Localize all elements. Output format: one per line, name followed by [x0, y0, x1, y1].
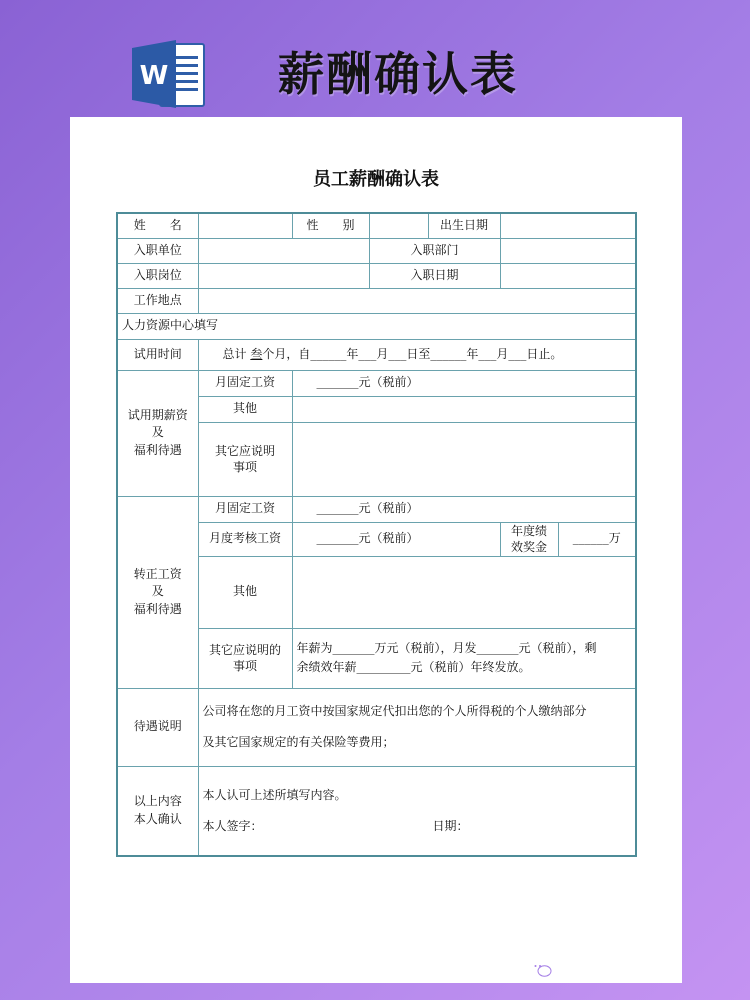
regular-salary-label-line3: 福利待遇: [133, 601, 182, 616]
regular-fixed-value[interactable]: _______元（税前）: [292, 496, 636, 522]
treatment-label: 待遇说明: [117, 688, 198, 766]
regular-salary-label-line1: 转正工资: [133, 566, 182, 581]
regular-notes-field[interactable]: [292, 628, 636, 688]
table-row: [117, 288, 636, 313]
probation-salary-label-line3: 福利待遇: [133, 442, 182, 457]
table-row: [117, 263, 636, 288]
probation-time-field[interactable]: [198, 339, 636, 370]
table-row: [117, 496, 636, 522]
unit-field[interactable]: [198, 238, 369, 263]
location-field[interactable]: [198, 288, 636, 313]
table-row: [117, 766, 636, 856]
post-label: 入职岗位: [117, 263, 198, 288]
probation-total-text: 总计: [222, 346, 247, 361]
table-row: [117, 370, 636, 396]
dept-label: 入职部门: [369, 238, 500, 263]
gender-field[interactable]: [369, 213, 428, 238]
probation-notes-label-line1: 其它应说明: [214, 443, 275, 458]
word-logo-icon: [130, 38, 210, 110]
signature-label: 本人签字：: [202, 818, 263, 833]
regular-notes-line2: 余绩效年薪_________元（税前）年终发放。: [296, 660, 531, 674]
post-field[interactable]: [198, 263, 369, 288]
document-title: 员工薪酬确认表: [313, 169, 439, 190]
probation-other-field[interactable]: [292, 396, 636, 422]
gender-label: 性 别: [292, 213, 369, 238]
regular-salary-label: [117, 496, 198, 688]
birth-label: 出生日期: [428, 213, 500, 238]
word-logo-letter: W: [139, 61, 169, 91]
document-page: [70, 117, 682, 983]
entry-date-label: 入职日期: [369, 263, 500, 288]
probation-other-label: 其他: [198, 396, 292, 422]
birth-field[interactable]: [500, 213, 636, 238]
confirm-field[interactable]: [198, 766, 636, 856]
regular-notes-label-line2: 事项: [232, 659, 257, 673]
table-row: [117, 339, 636, 370]
probation-fixed-label: 月固定工资: [198, 370, 292, 396]
regular-other-label: 其他: [198, 556, 292, 628]
signature-row: [203, 811, 632, 842]
probation-notes-label-line2: 事项: [232, 460, 257, 474]
table-row: [117, 238, 636, 263]
entry-date-field[interactable]: [500, 263, 636, 288]
regular-other-field[interactable]: [292, 556, 636, 628]
hr-section-heading: 人力资源中心填写: [117, 313, 636, 339]
probation-period-text: 个月，自______年___月___日至______年___月___日止。: [262, 346, 563, 361]
treatment-line1: 公司将在您的月工资中按国家规定代扣出您的个人所得税的个人缴纳部分: [202, 703, 587, 718]
salary-form-table: [116, 212, 637, 857]
confirm-label-line2: 本人确认: [133, 811, 182, 826]
probation-notes-label: [198, 422, 292, 496]
regular-assess-label: 月度考核工资: [198, 522, 292, 556]
annual-bonus-label: [500, 522, 558, 556]
watermark: [530, 958, 677, 979]
signature-date-label: 日期：: [432, 818, 469, 833]
banner-title: 薪酬确认表: [278, 47, 518, 101]
regular-notes-label-line1: 其它应说明的: [208, 642, 281, 657]
watermark-text: 公众号 · 模板阿伟: [558, 960, 678, 978]
regular-salary-label-line2: 及: [151, 584, 164, 599]
probation-salary-label-line2: 及: [151, 425, 164, 440]
table-row: [117, 313, 636, 339]
confirm-statement: 本人认可上述所填写内容。: [202, 787, 347, 802]
treatment-line2: 及其它国家规定的有关保险等费用；: [202, 735, 395, 749]
dept-field[interactable]: [500, 238, 636, 263]
treatment-field: [198, 688, 636, 766]
annual-bonus-label-line1: 年度绩: [510, 523, 547, 538]
probation-time-label: 试用时间: [117, 339, 198, 370]
wechat-icon: [530, 960, 552, 978]
regular-fixed-label: 月固定工资: [198, 496, 292, 522]
confirm-label: [117, 766, 198, 856]
regular-notes-line1: 年薪为_______万元（税前），月发_______元（税前），剩: [296, 641, 597, 656]
table-row: [117, 688, 636, 766]
name-label: 姓 名: [117, 213, 198, 238]
regular-notes-label: [198, 628, 292, 688]
unit-label: 入职单位: [117, 238, 198, 263]
regular-assess-value[interactable]: _______元（税前）: [292, 522, 500, 556]
confirm-label-line1: 以上内容: [133, 794, 182, 809]
table-row: [117, 213, 636, 238]
probation-fixed-value[interactable]: _______元（税前）: [292, 370, 636, 396]
probation-notes-field[interactable]: [292, 422, 636, 496]
annual-bonus-value[interactable]: ______万: [558, 522, 636, 556]
probation-salary-label: [117, 370, 198, 496]
name-field[interactable]: [198, 213, 292, 238]
probation-salary-label-line1: 试用期薪资: [127, 407, 188, 422]
annual-bonus-label-line2: 效奖金: [510, 540, 547, 554]
location-label: 工作地点: [117, 288, 198, 313]
probation-months-value: 叁: [250, 346, 263, 361]
